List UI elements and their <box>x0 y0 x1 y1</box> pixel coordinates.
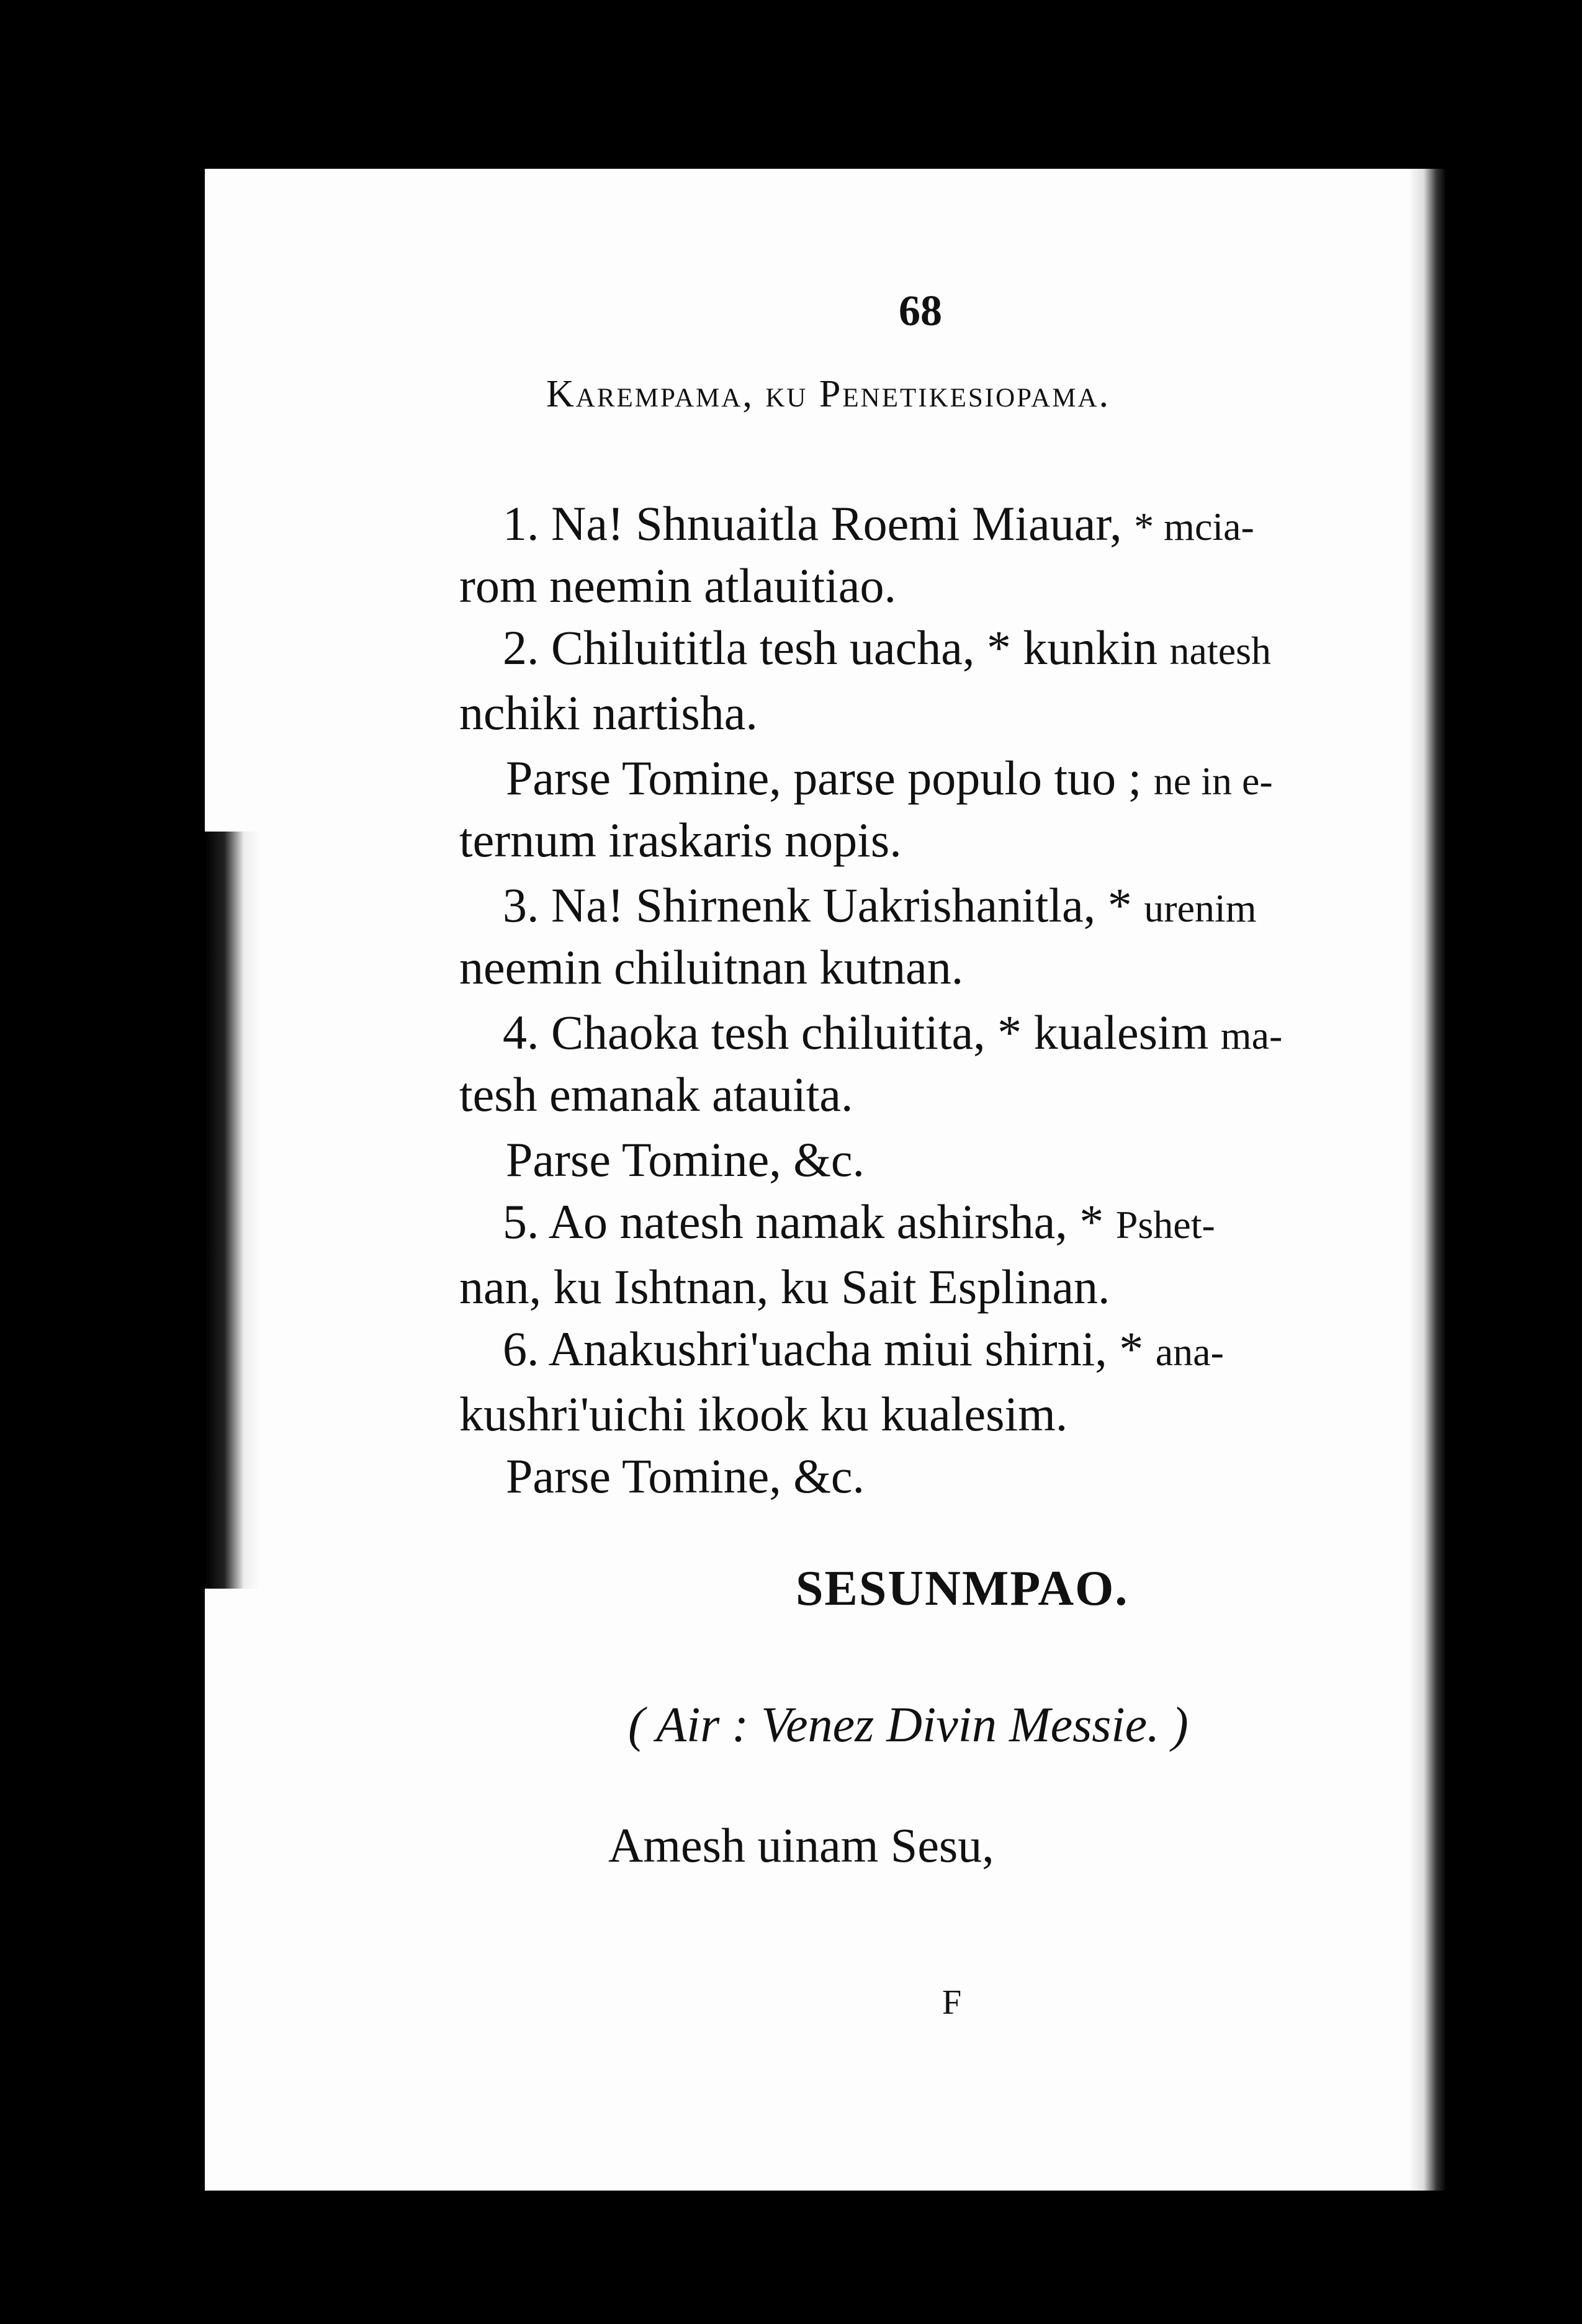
first-line: Amesh uinam Sesu, <box>608 1818 994 1872</box>
text-line: Parse Tomine, &c. <box>506 1133 865 1187</box>
page-edge-shadow <box>205 832 261 1589</box>
text-line: Parse Tomine, &c. <box>506 1449 865 1503</box>
text-line: tesh emanak atauita. <box>459 1067 853 1121</box>
book-spine-shadow <box>1409 169 1446 2191</box>
text-line: 1. Na! Shnuaitla Roemi Miauar, * mcia- <box>503 496 1254 550</box>
text-line: Parse Tomine, parse populo tuo ; ne in e- <box>506 751 1273 805</box>
catchword: F <box>942 1983 962 2022</box>
text-line: 5. Ao natesh namak ashirsha, * Pshet- <box>503 1195 1215 1249</box>
text-line: nchiki nartisha. <box>459 686 758 740</box>
text-line: rom neemin atlauitiao. <box>459 559 896 612</box>
text-line: 3. Na! Shirnenk Uakrishanitla, * urenim <box>503 878 1257 932</box>
hymn-title: SESUNMPAO. <box>796 1561 1129 1616</box>
text-line: kushri'uichi ikook ku kualesim. <box>459 1387 1068 1441</box>
text-line: nan, ku Ishtnan, ku Sait Esplinan. <box>459 1260 1110 1314</box>
text-line: ternum iraskaris nopis. <box>459 813 902 867</box>
text-line: neemin chiluitnan kutnan. <box>459 940 964 994</box>
text-line: 4. Chaoka tesh chiluitita, * kualesim ma- <box>503 1005 1283 1059</box>
page-number: 68 <box>899 287 942 335</box>
section-heading: Karempama, ku Penetikesiopama. <box>546 373 1110 415</box>
text-line: 6. Anakushri'uacha miui shirni, * ana- <box>503 1322 1224 1376</box>
air-line: ( Air : Venez Divin Messie. ) <box>628 1698 1189 1752</box>
text-line: 2. Chiluititla tesh uacha, * kunkin natesh <box>503 621 1272 675</box>
